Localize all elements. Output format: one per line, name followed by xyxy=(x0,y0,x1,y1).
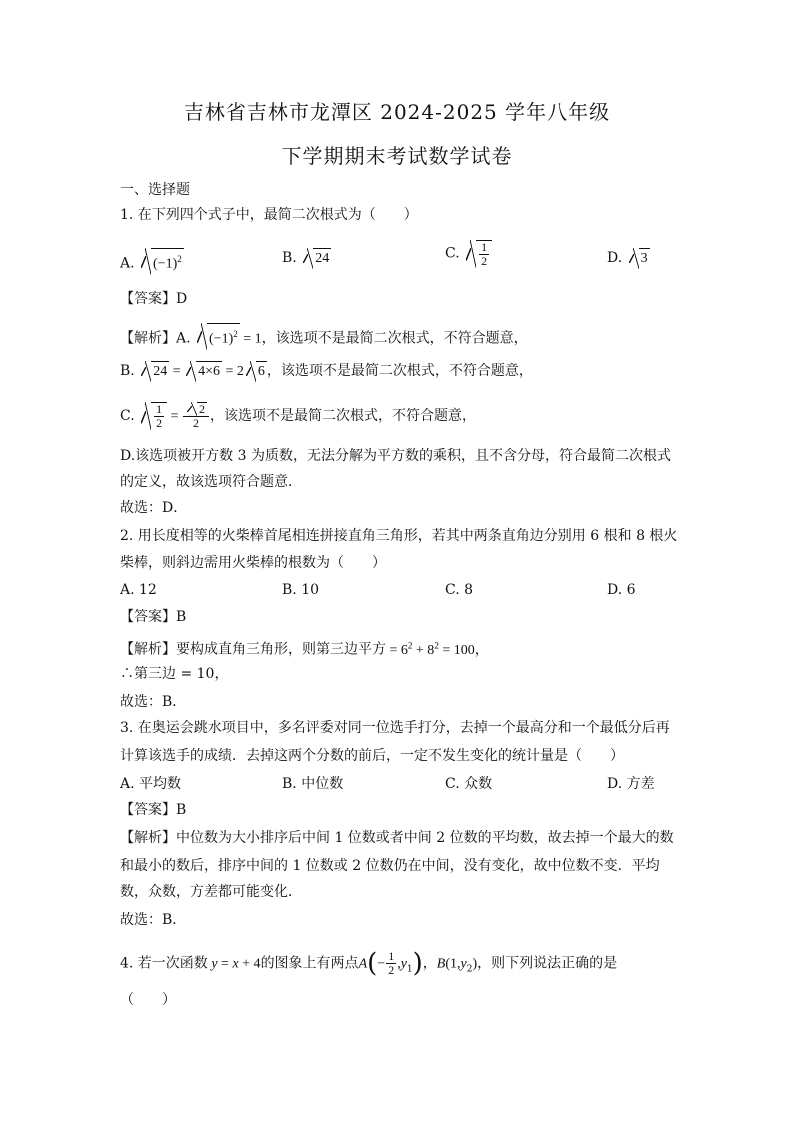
q2-option-a[interactable]: A. 12 xyxy=(120,582,157,598)
q3-choice: 故选：B． xyxy=(120,912,187,928)
q1-option-d-label: D. xyxy=(607,250,623,266)
q4-stem-line1: 4. 若一次函数 y = x + 4的图象上有两点A(− $\frac{1}{2}$ $,y_1$)，$B(1,y_2)$，则下列说法正确的是 xyxy=(120,948,618,979)
q1-option-a-label: A. xyxy=(120,255,135,272)
q1-option-c[interactable] xyxy=(445,240,492,268)
frac-sqrt2-over-2: $\frac{2}{2}$ xyxy=(183,402,209,430)
sqrt-24: 24 xyxy=(141,361,169,382)
q1-explain-a-tail: ，该选项不是最简二次根式，不符合题意， xyxy=(261,330,528,347)
q1-explain-a: 【解析】A. $(-1)^2 = 1$，该选项不是最简二次根式，不符合题意， xyxy=(120,323,680,350)
q2-explain-line2: ∴第三边 = 10， xyxy=(120,666,229,682)
q3-option-b[interactable]: B. 中位数 xyxy=(282,776,344,792)
q2-stem-line2: 柴棒，则斜边需用火柴棒的根数为（ ） xyxy=(120,555,386,571)
q2-stem-line1: 2. 用长度相等的火柴棒首尾相连拼接直角三角形，若其中两条直角边分别用 6 根和 8 根火 xyxy=(120,528,678,544)
q4-stem-prefix: 4. 若一次函数 xyxy=(120,955,208,972)
q3-stem-line2: 计算该选手的成绩．去掉这两个分数的前后，一定不发生变化的统计量是（ ） xyxy=(120,748,624,764)
section-heading: 一、选择题 xyxy=(120,182,190,198)
q1-option-a-expr: $(-1)^2$ xyxy=(141,248,184,275)
q1-option-b-expr: 24 xyxy=(303,248,331,269)
q1-option-b[interactable] xyxy=(282,248,331,269)
q1-answer: 【答案】D xyxy=(120,291,188,307)
frac-one-half: $\frac{1}{2}$ xyxy=(388,949,395,977)
exam-title-line2: 下学期期末考试数学试卷 xyxy=(281,144,513,168)
q1-explain-prefix: 【解析】A. xyxy=(120,330,191,347)
q3-option-c[interactable]: C. 众数 xyxy=(445,776,493,792)
q2-option-b[interactable]: B. 10 xyxy=(282,582,320,598)
q2-explain-line1: 【解析】要构成直角三角形，则第三边平方 = $6^2 + 8^2 = 100$， xyxy=(120,640,489,658)
q3-option-d[interactable]: D. 方差 xyxy=(607,776,655,792)
q2-answer: 【答案】B xyxy=(120,609,187,625)
sqrt-6: 6 xyxy=(246,361,267,382)
q4-stem-mid: 的图象上有两点 xyxy=(260,955,359,972)
q3-answer: 【答案】B xyxy=(120,802,187,818)
q1-explain-d-line1: D.该选项被开方数 3 为质数，无法分解为平方数的乘积，且不含分母，符合最简二次根式 xyxy=(120,448,671,464)
q1-option-d[interactable] xyxy=(607,248,650,269)
q2-choice: 故选：B． xyxy=(120,694,187,710)
q1-option-b-label: B. xyxy=(282,250,297,266)
q1-option-c-expr: $\frac{1}{2}$ xyxy=(466,240,492,268)
q4-stem-tail: ，则下列说法正确的是 xyxy=(477,955,618,972)
sqrt-4x6: 4×6 xyxy=(186,361,222,382)
q2-explain-prefix: 【解析】要构成直角三角形，则第三边平方 xyxy=(120,641,386,658)
q3-option-a[interactable]: A. 平均数 xyxy=(120,776,182,792)
q4-stem-line2: （ ） xyxy=(120,992,176,1008)
q1-explain-c: C. $\frac{1}{2}$ = $\frac{2}{2}$ ，该选项不是最简二次根式，不符合题意， xyxy=(120,402,477,431)
q1-stem: 1. 在下列四个式子中，最简二次根式为（ ） xyxy=(120,207,418,223)
q3-explain-line1: 【解析】中位数为大小排序后中间 1 位数或者中间 2 位数的平均数，故去掉一个最大的数 xyxy=(120,830,674,846)
q1-explain-b-label: B. xyxy=(120,363,135,379)
q3-explain-line2: 和最小的数后，排序中间的 1 位数或 2 位数仍在中间，没有变化，故中位数不变．平均 xyxy=(120,858,660,874)
q2-option-c[interactable]: C. 8 xyxy=(445,582,474,598)
q1-choice: 故选：D． xyxy=(120,500,188,516)
q1-explain-c-label: C. xyxy=(120,408,135,424)
q1-option-c-label: C. xyxy=(445,245,460,262)
q1-explain-b: B. 24 = 4×6 = 2 6 ，该选项不是最简二次根式，不符合题意， xyxy=(120,361,680,382)
q1-option-a[interactable] xyxy=(120,248,184,275)
q1-explain-a-expr: $(-1)^2$ xyxy=(197,323,240,350)
q3-explain-line3: 数，众数，方差都可能变化． xyxy=(120,884,302,900)
sqrt-half: $\frac{1}{2}$ xyxy=(141,402,167,430)
q1-explain-b-tail: ，该选项不是最简二次根式，不符合题意， xyxy=(266,363,533,379)
q1-explain-d-line2: 的定义，故该选项符合题意． xyxy=(120,474,302,490)
q2-option-d[interactable]: D. 6 xyxy=(607,582,636,598)
q1-explain-c-tail: ，该选项不是最简二次根式，不符合题意， xyxy=(210,408,477,424)
exam-title-line1: 吉林省吉林市龙潭区 2024-2025 学年八年级 xyxy=(183,100,611,124)
q3-stem-line1: 3. 在奥运会跳水项目中，多名评委对同一位选手打分，去掉一个最高分和一个最低分后再 xyxy=(120,720,670,736)
q1-option-d-expr: 3 xyxy=(629,248,650,269)
